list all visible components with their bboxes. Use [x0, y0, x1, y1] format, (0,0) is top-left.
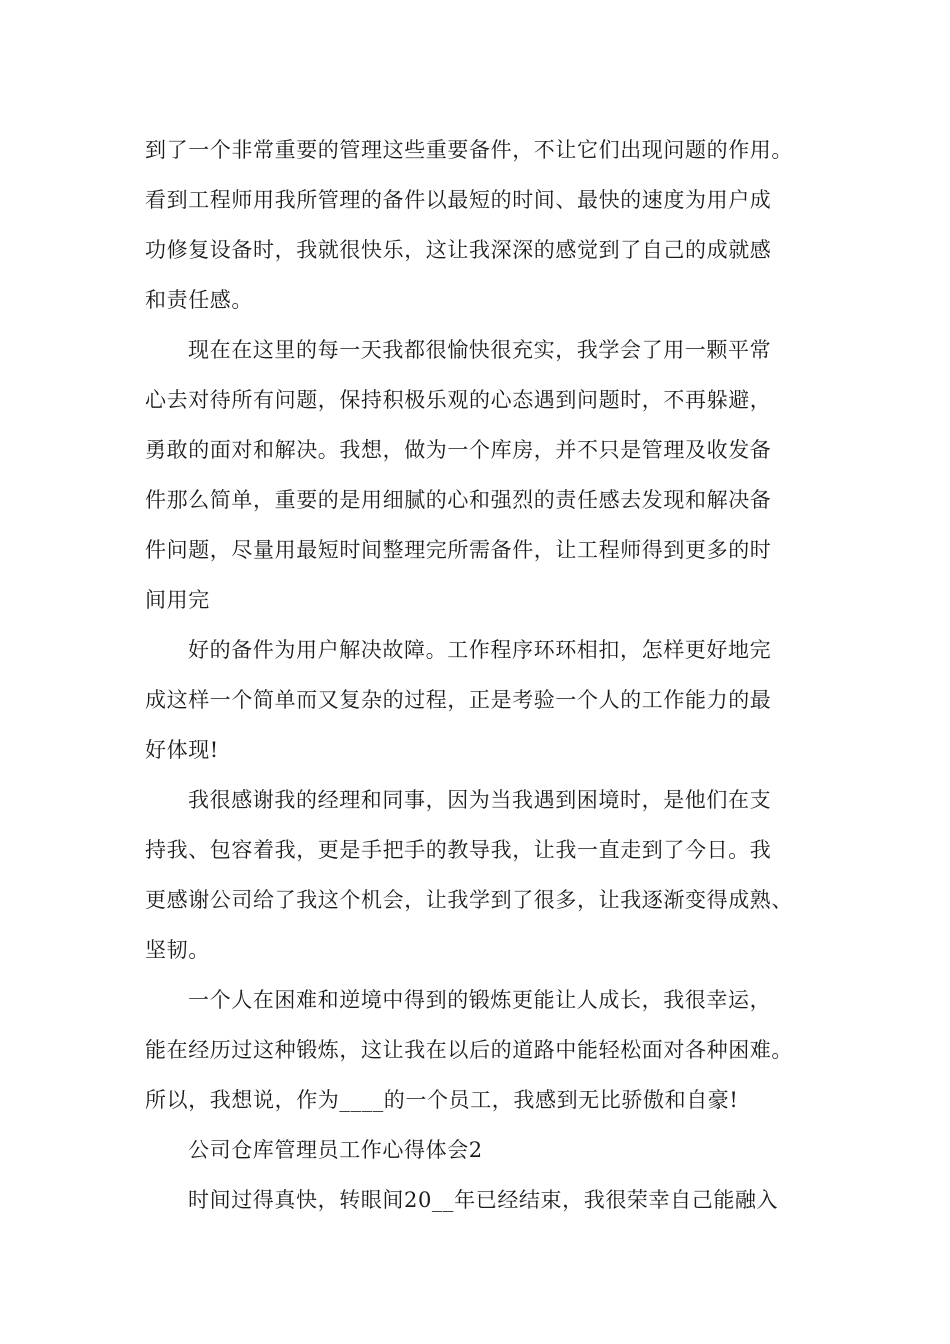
text-line: 所以，我想说，作为____的一个员工，我感到无比骄傲和自豪!	[145, 1088, 739, 1112]
section-heading: 公司仓库管理员工作心得体会2	[188, 1138, 483, 1162]
text-line: 持我、包容着我，更是手把手的教导我，让我一直走到了今日。我	[145, 838, 772, 862]
text-line: 到了一个非常重要的管理这些重要备件，不让它们出现问题的作用。	[145, 138, 793, 162]
paragraph-first-line: 时间过得真快，转眼间20__年已经结束，我很荣幸自己能融入	[188, 1188, 779, 1212]
text-line: 勇敢的面对和解决。我想，做为一个库房，并不只是管理及收发备	[145, 438, 772, 462]
text-line: 看到工程师用我所管理的备件以最短的时间、最快的速度为用户成	[145, 188, 772, 212]
paragraph-first-line: 好的备件为用户解决故障。工作程序环环相扣，怎样更好地完	[188, 638, 772, 662]
text-line: 和责任感。	[145, 288, 253, 312]
text-line: 好体现!	[145, 738, 219, 762]
paragraph-first-line: 我很感谢我的经理和同事，因为当我遇到困境时，是他们在支	[188, 788, 772, 812]
paragraph-first-line: 一个人在困难和逆境中得到的锻炼更能让人成长，我很幸运，	[188, 988, 772, 1012]
text-line: 成这样一个简单而又复杂的过程，正是考验一个人的工作能力的最	[145, 688, 772, 712]
text-line: 间用完	[145, 588, 210, 612]
text-line: 坚韧。	[145, 938, 210, 962]
text-line: 件问题，尽量用最短时间整理完所需备件，让工程师得到更多的时	[145, 538, 772, 562]
text-line: 能在经历过这种锻炼，这让我在以后的道路中能轻松面对各种困难。	[145, 1038, 793, 1062]
paragraph-first-line: 现在在这里的每一天我都很愉快很充实，我学会了用一颗平常	[188, 338, 772, 362]
text-line: 心去对待所有问题，保持积极乐观的心态遇到问题时，不再躲避，	[145, 388, 772, 412]
text-line: 功修复设备时，我就很快乐，这让我深深的感觉到了自己的成就感	[145, 238, 772, 262]
text-line: 件那么简单，重要的是用细腻的心和强烈的责任感去发现和解决备	[145, 488, 772, 512]
text-line: 更感谢公司给了我这个机会，让我学到了很多，让我逐渐变得成熟、	[145, 888, 793, 912]
